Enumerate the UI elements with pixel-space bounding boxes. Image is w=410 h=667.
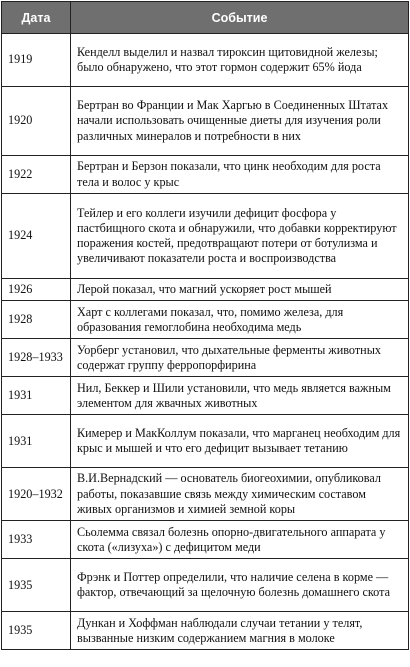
row-event: Харт с коллегами показал, что, помимо железа, для образования гемоглобина необходима медь [71, 301, 409, 339]
header-date: Дата [2, 2, 71, 34]
row-event: Кимерер и МакКоллум показали, что марганец необходим для крыс и мышей и что его дефицит вызывает тетанию [71, 415, 409, 468]
row-date: 1920–1932 [2, 468, 71, 521]
row-date: 1919 [2, 34, 71, 87]
history-table-container [1, 1, 408, 650]
table-row [2, 194, 409, 279]
row-event: Кенделл выделил и назвал тироксин щитовидной железы; было обнаружено, что этот гормон содержит 65% йода [71, 34, 409, 87]
table-row [2, 34, 409, 87]
row-date: 1926 [2, 279, 71, 301]
table-row [2, 468, 409, 521]
row-event: Дункан и Хоффман наблюдали случаи тетании у телят, вызванные низким содержанием магния в молоке [71, 612, 409, 650]
row-date: 1935 [2, 559, 71, 612]
table-row [2, 87, 409, 156]
row-event: Тейлер и его коллеги изучили дефицит фосфора у пастбищного скота и обнаружили, что добавки корректируют поражения костей, предотвращают потери от ботулизма и увеличивают показатели роста и воспроизводства [71, 194, 409, 279]
row-event: Бертран и Берзон показали, что цинк необходим для роста тела и волос у крыс [71, 156, 409, 194]
row-date: 1922 [2, 156, 71, 194]
row-event: Фрэнк и Поттер определили, что наличие селена в корме — фактор, отвечающий за щелочную болезнь домашнего скота [71, 559, 409, 612]
row-date: 1933 [2, 521, 71, 559]
row-date: 1931 [2, 415, 71, 468]
row-event: В.И.Вернадский — основатель биогеохимии, опубликовал работы, показавшие связь между химическим составом живых организмов и химией земной коры [71, 468, 409, 521]
table-row [2, 559, 409, 612]
row-date: 1920 [2, 87, 71, 156]
row-event: Лерой показал, что магний ускоряет рост мышей [71, 279, 409, 301]
row-event: Бертран во Франции и Мак Харгью в Соединенных Штатах начали использовать очищенные диеты для изучения роли различных минералов и потребности в них [71, 87, 409, 156]
table-row [2, 156, 409, 194]
row-date: 1928 [2, 301, 71, 339]
row-event: Сьолемма связал болезнь опорно-двигательного аппарата у скота («лизуха») с дефицитом меди [71, 521, 409, 559]
header-event: Событие [71, 2, 409, 34]
table-header-row [2, 2, 409, 34]
row-date: 1928–1933 [2, 339, 71, 377]
table-row [2, 377, 409, 415]
table-row [2, 521, 409, 559]
table-row [2, 612, 409, 650]
table-row [2, 301, 409, 339]
table-row [2, 279, 409, 301]
row-date: 1924 [2, 194, 71, 279]
row-date: 1931 [2, 377, 71, 415]
table-row [2, 415, 409, 468]
row-event: Нил, Беккер и Шили установили, что медь является важным элементом для жвачных животных [71, 377, 409, 415]
history-table [1, 1, 409, 650]
row-event: Уорберг установил, что дыхательные ферменты животных содержат группу ферропорфирина [71, 339, 409, 377]
table-row [2, 339, 409, 377]
row-date: 1935 [2, 612, 71, 650]
